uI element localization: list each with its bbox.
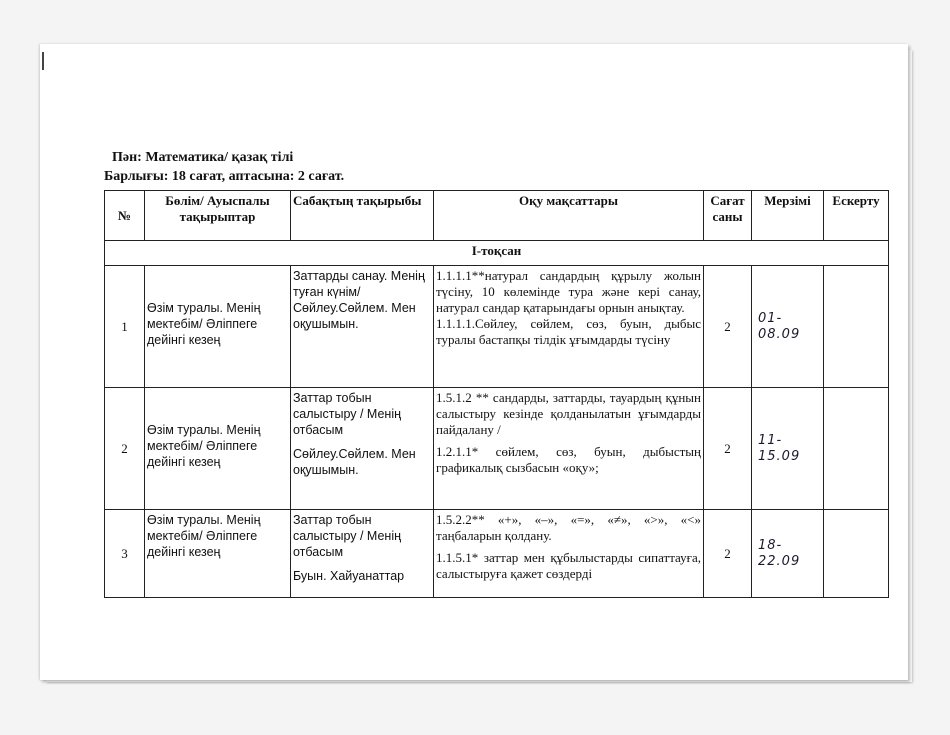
goal-text: 1.1.1.1**натурал сандардың құрылу жолын түсіну, 10 көлемінде тура және кері санау, натурал сандар қатарындағы орнын анықтау.	[436, 268, 701, 315]
hours-line: Барлығы: 18 сағат, аптасына: 2 сағат.	[104, 169, 345, 184]
header-lesson: Сабақтың тақырыбы	[291, 191, 434, 241]
quarter-row	[105, 241, 889, 266]
scan-mark	[42, 52, 44, 70]
goal-text: 1.5.1.2 ** сандарды, заттарды, тауардың құнын салыстыру кезінде қолданылатын ұғымдарды пайдалану /	[436, 390, 701, 437]
header-num: №	[105, 191, 145, 241]
goals-cell	[434, 266, 704, 388]
lesson-cell	[291, 266, 434, 388]
note-cell	[824, 266, 889, 388]
header-note: Ескерту	[824, 191, 889, 241]
subject-line: Пән: Математика/ қазақ тілі	[112, 150, 294, 165]
table-row	[105, 388, 889, 510]
lesson-text: Заттар тобын салыстыру / Менің отбасым	[293, 391, 402, 437]
section-cell: Өзім туралы. Менің мектебім/ Әліппеге дейінгі кезең	[145, 266, 291, 388]
lesson-text: Заттарды санау. Менің туған күнім/ Сөйлеу.Сөйлем. Мен оқушымын.	[293, 269, 425, 331]
row-number: 3	[105, 510, 145, 598]
section-cell: Өзім туралы. Менің мектебім/ Әліппеге дейінгі кезең	[145, 510, 291, 598]
header-date: Мерзімі	[752, 191, 824, 241]
goal-text: 1.5.2.2** «+», «–», «=», «≠», «>», «<» таңбаларын қолдану.	[436, 512, 701, 543]
date-cell: 18-22.09	[752, 510, 824, 598]
goal-text: 1.1.5.1* заттар мен құбылыстарды сипаттауға, салыстыруға қажет сөздерді	[436, 550, 701, 581]
header-section: Бөлім/ Ауыспалы тақырыптар	[145, 191, 291, 241]
hours-cell: 2	[704, 510, 752, 598]
document-heading	[104, 148, 344, 186]
hours-cell: 2	[704, 388, 752, 510]
lesson-text: Сөйлеу.Сөйлем. Мен оқушымын.	[293, 447, 416, 477]
goals-cell	[434, 388, 704, 510]
date-cell: 11-15.09	[752, 388, 824, 510]
quarter-label: I-тоқсан	[105, 241, 889, 266]
date-cell: 01- 08.09	[752, 266, 824, 388]
section-cell: Өзім туралы. Менің мектебім/ Әліппеге дейінгі кезең	[145, 388, 291, 510]
table-row	[105, 266, 889, 388]
note-cell	[824, 388, 889, 510]
lesson-plan-table	[104, 190, 889, 598]
hours-cell: 2	[704, 266, 752, 388]
lesson-text: Заттар тобын салыстыру / Менің отбасым	[293, 513, 402, 559]
row-number: 2	[105, 388, 145, 510]
goal-text: 1.2.1.1* сөйлем, сөз, буын, дыбыстың графикалық сызбасын «оқу»;	[436, 444, 701, 475]
goal-text: 1.1.1.1.Сөйлеу, сөйлем, сөз, буын, дыбыс туралы бастапқы тілдік ұғымдарды түсіну	[436, 316, 701, 347]
table-row	[105, 510, 889, 598]
header-goals: Оқу мақсаттары	[434, 191, 704, 241]
lesson-cell	[291, 510, 434, 598]
header-hours: Сағат саны	[704, 191, 752, 241]
goals-cell	[434, 510, 704, 598]
row-number: 1	[105, 266, 145, 388]
note-cell	[824, 510, 889, 598]
lesson-cell	[291, 388, 434, 510]
header-row	[105, 191, 889, 241]
lesson-text: Буын. Хайуанаттар	[293, 569, 405, 583]
